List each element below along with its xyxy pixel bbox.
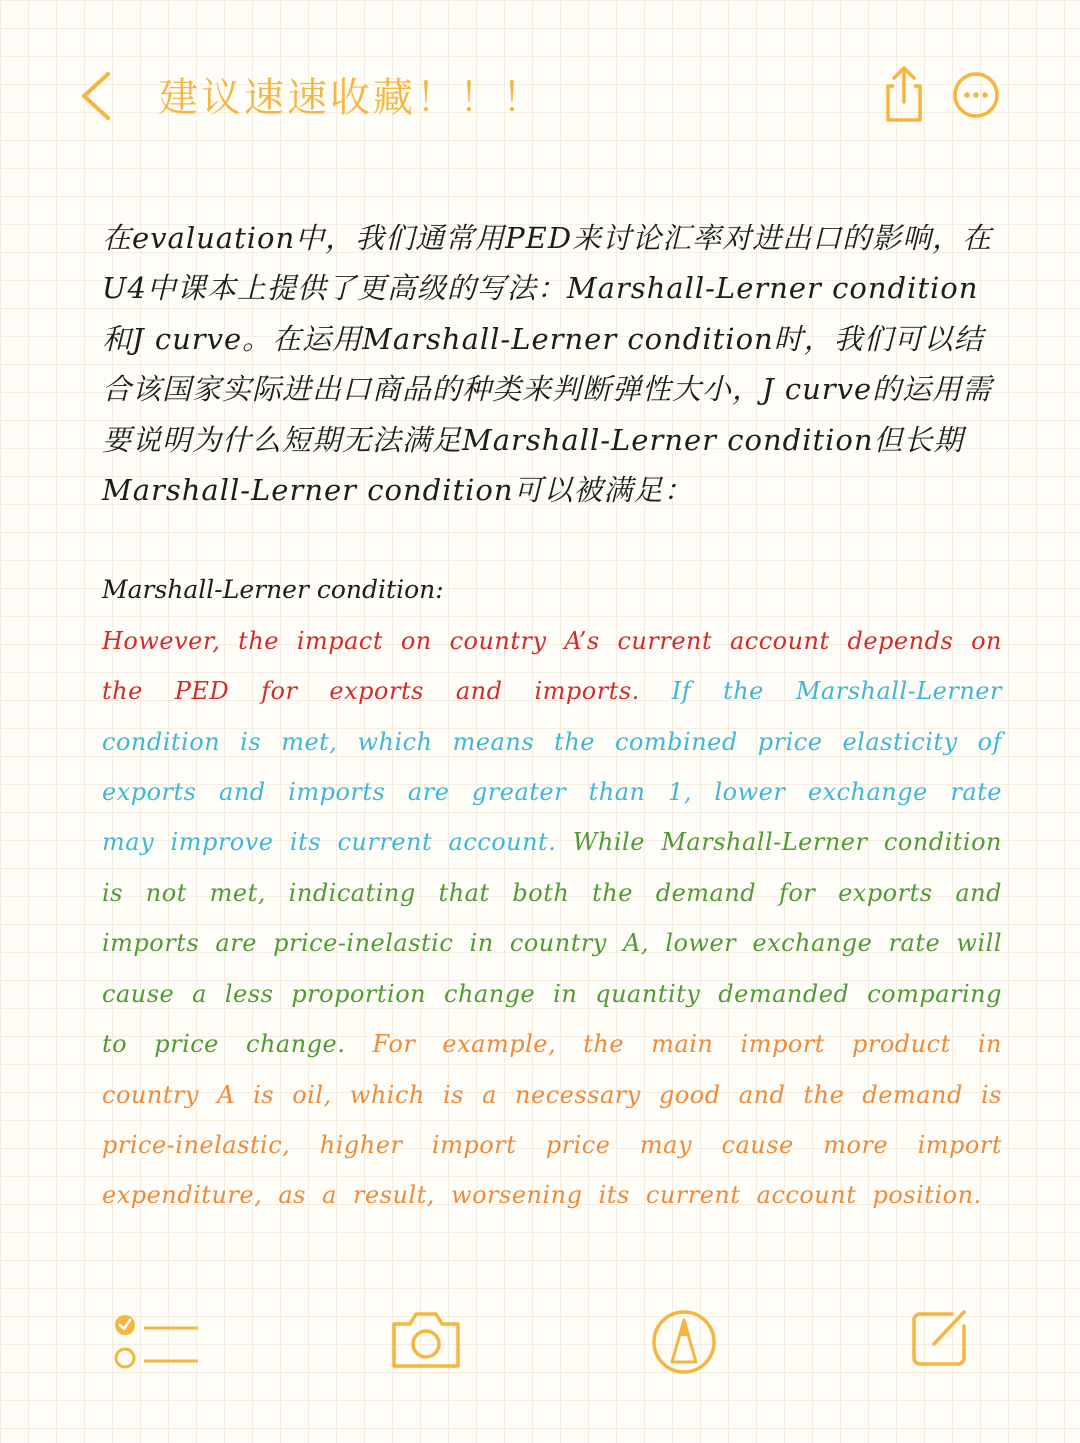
explanation-paragraph — [102, 616, 1002, 1221]
condition-met-sentence: If the Marshall-Lerner condition is met, which means the combined price elasticity of exports and imports are greater than 1, lower exchange rate may improve its current account. — [102, 677, 1002, 857]
markup-button[interactable] — [650, 1308, 718, 1376]
intro-paragraph: 在evaluation中，我们通常用PED来讨论汇率对进出口的影响，在U4中课本上提供了更高级的写法：Marshall-Lerner condition和J curve。在运用Marshall-Lerner condition时，我们可以结合该国家实际进出口商品的种类来判断弹性大小，J curve的运用需要说明为什么短期无法满足Marshall-Lerner condition但长期Marshall-Lerner condition可以被满足： — [102, 221, 993, 508]
note-title: 建议速速收藏！！！ — [158, 75, 545, 121]
camera-button[interactable] — [388, 1308, 464, 1372]
share-button[interactable] — [876, 62, 932, 126]
more-button[interactable] — [951, 70, 1001, 120]
chevron-left-icon — [70, 68, 126, 124]
section-label: Marshall-Lerner condition: — [102, 575, 444, 605]
more-icon — [951, 70, 1001, 120]
bottom-toolbar — [0, 1300, 1080, 1390]
ped-sentence: However, the impact on country A’s current account depends on the PED for exports and imports. — [102, 626, 1002, 706]
pen-tip-icon — [650, 1308, 718, 1376]
example-sentence: For example, the main import product in country A is oil, which is a necessary good and the demand is price-inelastic, higher import price may cause more import expenditure, as a result, worsening its current account position. — [102, 1030, 1002, 1210]
compose-button[interactable] — [910, 1308, 970, 1368]
condition-not-met-sentence: While Marshall-Lerner condition is not met, indicating that both the demand for exports and imports are price-inelastic in country A, lower exchange rate will cause a less proportion change in quantity demanded comparing to price change. — [102, 828, 1002, 1059]
share-icon — [876, 62, 932, 126]
camera-icon — [388, 1308, 464, 1372]
note-body[interactable] — [102, 213, 1002, 1221]
nav-header — [0, 50, 1080, 142]
compose-icon — [910, 1308, 970, 1368]
back-button[interactable] — [70, 68, 126, 124]
checklist-icon — [112, 1308, 204, 1378]
checklist-button[interactable] — [112, 1308, 204, 1378]
